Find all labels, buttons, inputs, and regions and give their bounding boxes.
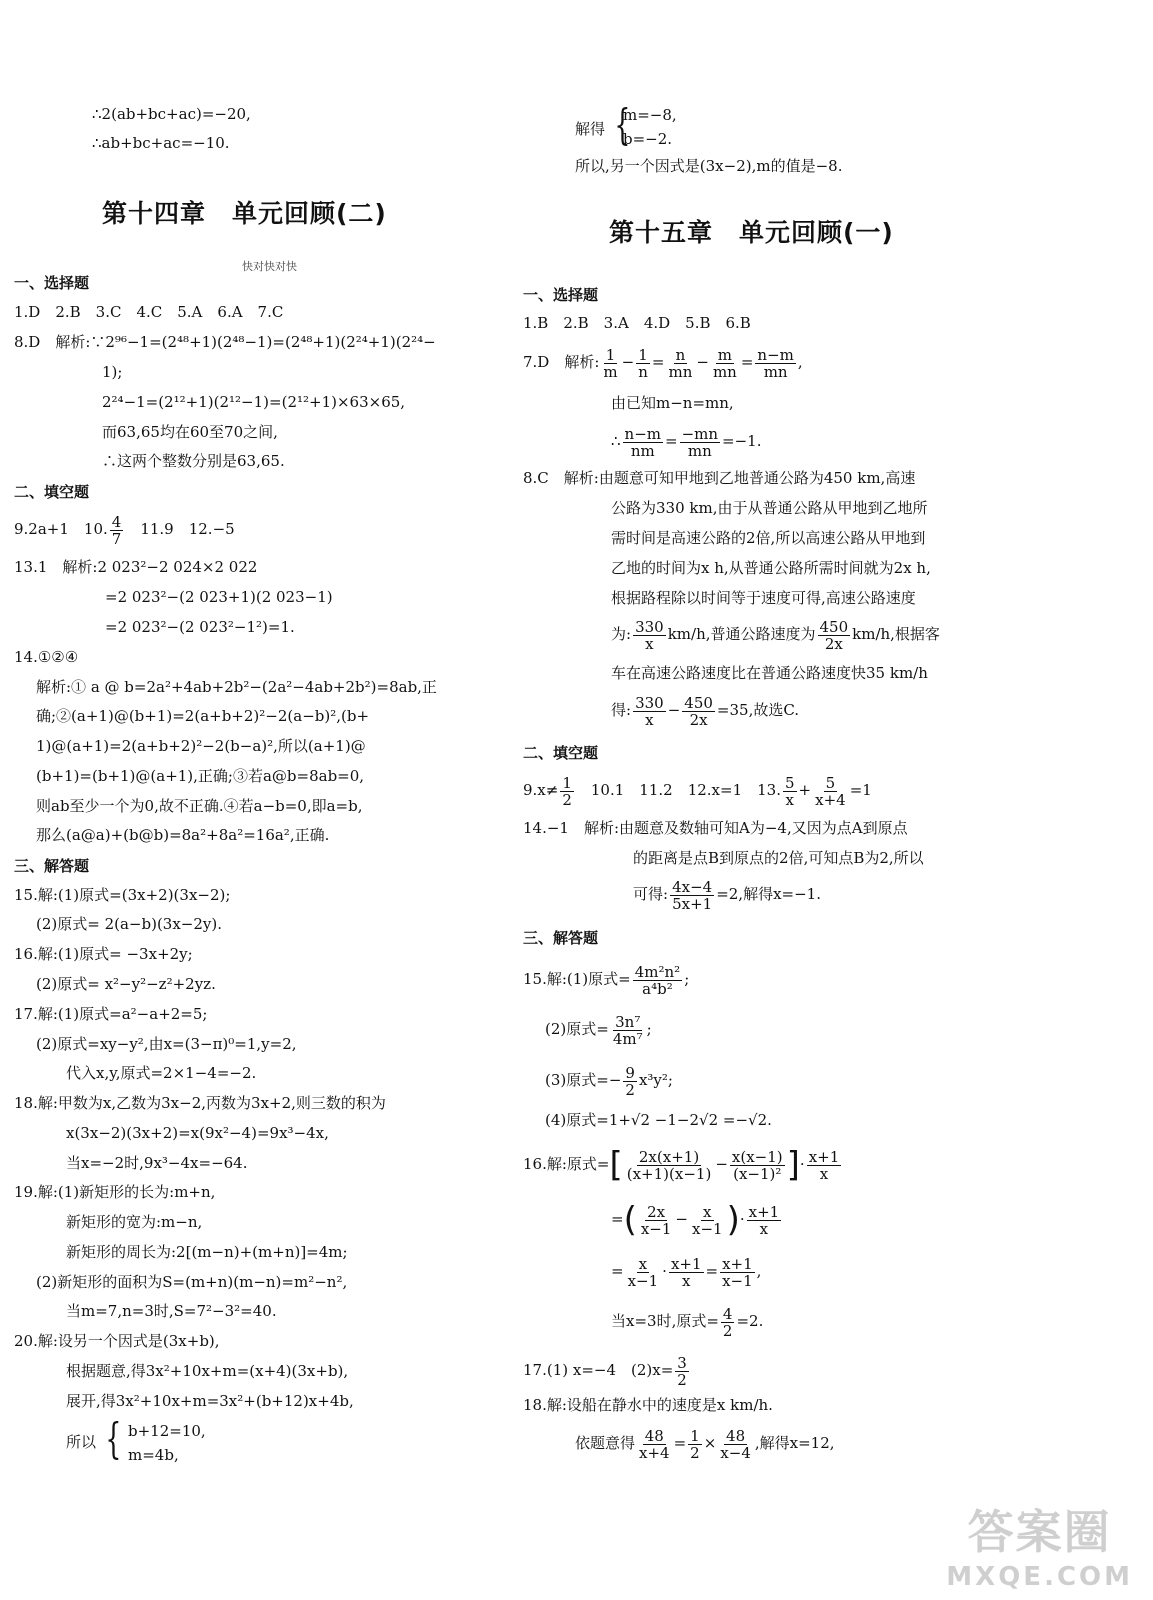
text-line: 14.①②④ [14, 648, 79, 666]
text-line: 乙地的时间为x h,从普通公路所需时间就为2x h, [611, 559, 931, 577]
text-line: 16.解:(1)原式= −3x+2y; [14, 945, 193, 963]
section-heading: 一、选择题 [14, 274, 90, 292]
text-line: 的距离是点B到原点的2倍,可知点B为2,所以 [633, 849, 924, 867]
section-heading: 三、解答题 [523, 929, 599, 947]
section-heading: 二、填空题 [14, 483, 90, 501]
equation-line: m=−8, [623, 106, 677, 124]
text-line: 新矩形的周长为:2[(m−n)+(m+n)]=4m; [66, 1243, 348, 1261]
text-line: 根据路程除以时间等于速度可得,高速公路速度 [611, 589, 916, 607]
text-line: =2 023²−(2 023²−1²)=1. [105, 618, 295, 636]
right-column [523, 0, 1123, 1600]
text-line: 而63,65均在60至70之间, [102, 423, 278, 441]
text-line: 车在高速公路速度比在普通公路速度快35 km/h [611, 664, 928, 682]
text-line: 当x=−2时,9x³−4x=−64. [66, 1154, 248, 1172]
equation-line: 可得: $\frac{4x-4}{5x+1}$ =2,解得x=−1. [633, 877, 821, 913]
text-line: (2)原式=xy−y²,由x=(3−π)⁰=1,y=2, [36, 1035, 297, 1053]
section-heading: 三、解答题 [14, 857, 90, 875]
text-line: 1); [102, 363, 123, 381]
text-line: 19.解:(1)新矩形的长为:m+n, [14, 1183, 216, 1201]
equation-line: 为: $\frac{330}{x}$ km/h,普通公路速度为 $\frac{450}{2x}$ km/h,根据客 [611, 617, 940, 653]
watermark-url: MXQE.COM [946, 1562, 1133, 1592]
equation-line: 依题意得 $\frac{48}{x+4}$ = $\frac{1}{2}$ × $\frac{48}{x-4}$ ,解得x=12, [575, 1426, 835, 1462]
text-line: ∴ab+bc+ac=−10. [92, 134, 230, 152]
text-line: 18.解:甲数为x,乙数为3x−2,丙数为3x+2,则三数的积为 [14, 1094, 386, 1112]
text-line: 8.C 解析:由题意可知甲地到乙地普通公路为450 km,高速 [523, 469, 916, 487]
chapter-title: 第十五章 单元回顾(一) [609, 218, 894, 247]
equation-line: 16.解:原式=[ $\frac{2x(x+1)}{(x+1)(x-1)}$ − $\frac{x(x-1)}{\text{(x−1)²}}$ ]· $\frac{x+1}{x}$ [523, 1145, 840, 1185]
equation-line: b+12=10, [128, 1422, 206, 1440]
section-heading: 二、填空题 [523, 744, 599, 762]
equation-line: 当x=3时,原式= $\frac{4}{2}$ =2. [611, 1304, 764, 1340]
section-heading: 一、选择题 [523, 286, 599, 304]
handwritten-scribble: 快对快对快 [242, 260, 297, 273]
text-line: (2)原式= 2(a−b)(3x−2y). [36, 915, 223, 933]
equation-line: ∴ $\frac{n-m}{nm}$ = $\frac{-mn}{mn}$ =−1. [611, 424, 762, 460]
watermark-top: 答案圈 [967, 1505, 1112, 1559]
text-line: 解析:① a @ b=2a²+4ab+2b²−(2a²−4ab+2b²)=8ab,正 [36, 678, 437, 696]
answer-line: 1.B 2.B 3.A 4.D 5.B 6.B [523, 314, 751, 332]
text-line: ∴这两个整数分别是63,65. [102, 452, 285, 470]
text-line: 根据题意,得3x²+10x+m=(x+4)(3x+b), [66, 1362, 349, 1380]
answer-line: 9.x≠ $\frac{1}{2}$ 10.1 11.2 12.x=1 13. $\frac{5}{x}$ + $\frac{5}{x+4}$ =1 [523, 773, 872, 809]
text-line: 那么(a@a)+(b@b)=8a²+8a²=16a²,正确. [36, 826, 330, 844]
text-line: 新矩形的宽为:m−n, [66, 1213, 203, 1231]
chapter-title: 第十四章 单元回顾(二) [102, 199, 387, 228]
text-line: 18.解:设船在静水中的速度是x km/h. [523, 1396, 773, 1414]
text-line: ∴2(ab+bc+ac)=−20, [92, 105, 251, 123]
text-line: 需时间是高速公路的2倍,所以高速公路从甲地到 [611, 529, 926, 547]
text-line: 则ab至少一个为0,故不正确.④若a−b=0,即a=b, [36, 797, 363, 815]
watermark-logo [946, 1496, 1133, 1592]
equation-line: m=4b, [128, 1446, 179, 1464]
text-line: =2 023²−(2 023+1)(2 023−1) [105, 588, 333, 606]
answer-line: 1.D 2.B 3.C 4.C 5.A 6.A 7.C [14, 303, 284, 321]
text-line: 确;②(a+1)@(b+1)=2(a+b+2)²−2(a−b)²,(b+ [36, 707, 370, 725]
text-line: 8.D 解析:∵2⁹⁶−1=(2⁴⁸+1)(2⁴⁸−1)=(2⁴⁸+1)(2²⁴+1)(2²⁴− [14, 333, 436, 351]
text-line: 解得 [575, 120, 606, 138]
text-line: 1)@(a+1)=2(a+b+2)²−2(b−a)²,所以(a+1)@ [36, 737, 366, 755]
text-line: 展开,得3x²+10x+m=3x²+(b+12)x+4b, [66, 1392, 354, 1410]
text-line: 15.解:(1)原式=(3x+2)(3x−2); [14, 886, 231, 904]
text-line: 当m=7,n=3时,S=7²−3²=40. [66, 1302, 277, 1320]
equation-line: (2)原式= $\frac{\text{3n⁷}}{\text{4m⁷}}$ ; [545, 1012, 652, 1048]
left-brace: { [614, 100, 631, 149]
left-brace: { [105, 1414, 122, 1463]
left-column [14, 0, 574, 1600]
text-line: (2)原式= x²−y²−z²+2yz. [36, 975, 216, 993]
equation-line: 15.解:(1)原式= $\frac{\text{4m²n²}}{\text{a⁴b²}}$ ; [523, 962, 690, 998]
equation-line: b=−2. [623, 130, 673, 148]
equation-line: (3)原式=− $\frac{9}{2}$ x³y²; [545, 1063, 673, 1099]
equation-line: 7.D 解析: $\frac{1}{m}$ − $\frac{1}{n}$ = $\frac{n}{mn}$ − $\frac{m}{mn}$ = $\frac{n-m}{mn}$ , [523, 345, 803, 381]
equation-line: (4)原式=1+√2 −1−2√2 =−√2. [545, 1111, 772, 1129]
text-line: x(3x−2)(3x+2)=x(9x²−4)=9x³−4x, [66, 1124, 329, 1142]
text-line: (2)新矩形的面积为S=(m+n)(m−n)=m²−n², [36, 1273, 348, 1291]
text-line: 由已知m−n=mn, [611, 394, 734, 412]
text-line: 17.解:(1)原式=a²−a+2=5; [14, 1005, 208, 1023]
text-line: 所以 [66, 1433, 97, 1451]
answer-line: 9.2a+1 10. $\frac{4}{7}$ 11.9 12.−5 [14, 512, 235, 548]
text-line: 14.−1 解析:由题意及数轴可知A为−4,又因为点A到原点 [523, 819, 908, 837]
text-line: 代入x,y,原式=2×1−4=−2. [66, 1064, 257, 1082]
equation-line: = $\frac{x}{x-1}$ · $\frac{x+1}{x}$ = $\frac{x+1}{x-1}$ , [611, 1254, 762, 1290]
text-line: 所以,另一个因式是(3x−2),m的值是−8. [575, 157, 843, 175]
equation-line: 得: $\frac{330}{x}$ − $\frac{450}{2x}$ =35,故选C. [611, 693, 800, 729]
text-line: 公路为330 km,由于从普通公路从甲地到乙地所 [611, 499, 928, 517]
answer-line: 17.(1) x=−4 (2)x= $\frac{3}{2}$ [523, 1353, 687, 1389]
text-line: (b+1)=(b+1)@(a+1),正确;③若a@b=8ab=0, [36, 767, 365, 785]
text-line: 2²⁴−1=(2¹²+1)(2¹²−1)=(2¹²+1)×63×65, [102, 393, 406, 411]
text-line: 20.解:设另一个因式是(3x+b), [14, 1332, 220, 1350]
text-line: 13.1 解析:2 023²−2 024×2 022 [14, 558, 258, 576]
equation-line: =( $\frac{2x}{x-1}$ − $\frac{x}{x-1}$ )· $\frac{x+1}{x}$ [611, 1200, 780, 1240]
